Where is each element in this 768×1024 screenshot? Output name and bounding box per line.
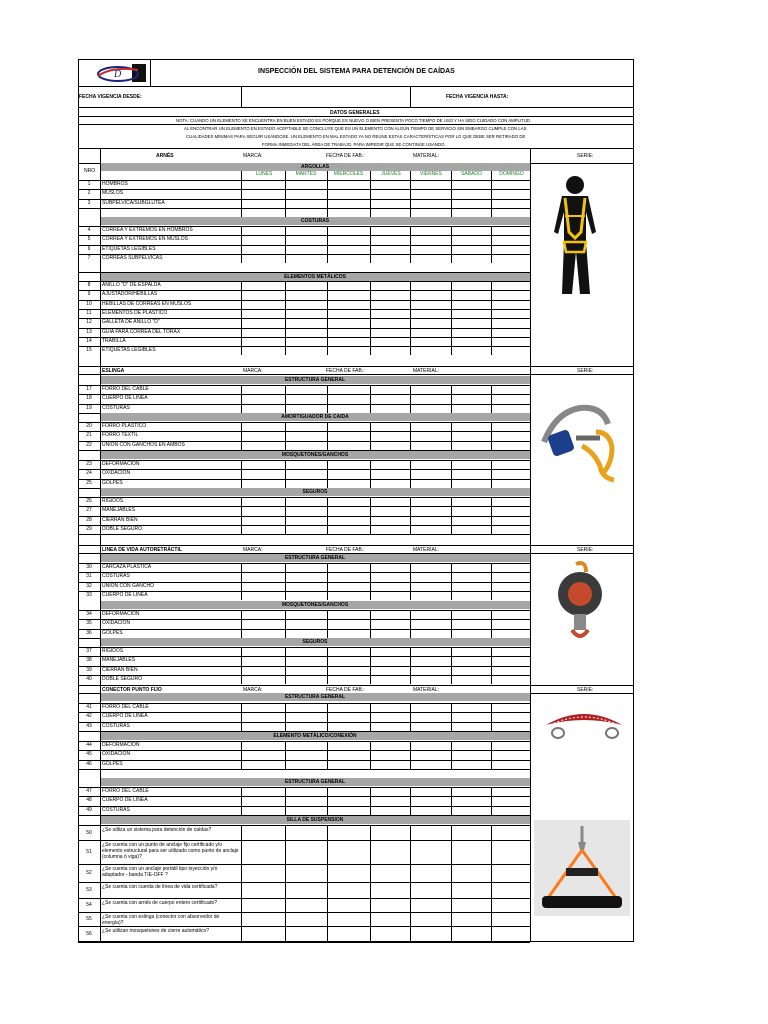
section-estructura-1: ESTRUCTURA GENERAL [100, 376, 530, 384]
conector-punto-fijo-fecha-label: FECHA DE FAB.: [326, 687, 365, 693]
item-label: GOLPES [102, 760, 123, 767]
item-label: GUIA PARA CORREA DEL TORAX [102, 328, 181, 335]
item-label: FORRO TEXTIL [102, 432, 139, 439]
conector-punto-fijo-marca-label: MARCA: [243, 687, 263, 693]
item-number: 7 [87, 254, 91, 261]
item-label: OXIDACIÓN [102, 620, 131, 627]
item-number: 21 [86, 432, 92, 439]
eslinga-serie-label: SERIE: [577, 368, 594, 374]
datos-generales-heading: DATOS GENERALES [330, 110, 380, 116]
item-number: 32 [86, 582, 92, 589]
vigencia-desde-label: FECHA VIGENCIA DESDE: [79, 94, 142, 100]
item-number: 40 [86, 675, 92, 682]
item-label: CIERRAN BIEN [102, 516, 138, 523]
item-label: CORREAS SUBPELVICAS [102, 254, 163, 261]
item-number: 27 [86, 507, 92, 514]
item-number: 5 [87, 236, 91, 243]
item-number: 6 [87, 245, 91, 252]
nota-line-2: AL ENCONTRAR UN ELEMENTO EN ESTADO ACEPTABLE SE CONCLUYE QUE ES UN ELEMENTO CON ALGÚN TIEMPO DE SERVICIO SIN EMBARGO CUMPLE CON LAS [184, 126, 527, 131]
section-costuras: COSTURAS [100, 217, 530, 225]
item-number: 29 [86, 525, 92, 532]
item-label: DEFORMACIÓN [102, 611, 140, 617]
item-number: 35 [86, 620, 92, 627]
item-label: CORREA Y EXTREMOS EN HOMBROS [102, 227, 193, 233]
section-amortiguador: AMORTIGUADOR DE CAIDA [100, 413, 530, 421]
item-number: 10 [86, 300, 92, 307]
item-number: 3 [87, 199, 91, 206]
item-label: CORREA Y EXTREMOS EN MUSLOS [102, 236, 188, 243]
section-seguros-1: SEGUROS [100, 488, 530, 496]
section-seguros-2: SEGUROS [100, 638, 530, 646]
arnes-label: ARNÉS [156, 153, 174, 159]
nota-line-4: FORMA INMEDIATA DEL ÁREA DE TRABAJO, PARA IMPEDIR QUE SE CONTINÚE USANDO. [262, 142, 446, 147]
day-header-0: LUNES [255, 171, 273, 177]
section-estructura-3: ESTRUCTURA GENERAL [100, 693, 530, 701]
day-header-1: MARTES [295, 171, 317, 177]
section-silla: SILLA DE SUSPENSION [100, 816, 530, 824]
item-number: 23 [86, 461, 92, 467]
conector-punto-fijo-label: CONECTOR PUNTO FIJO [102, 687, 162, 693]
item-label: CUERPO DE LINEA [102, 591, 148, 598]
arnes-marca-label: MARCA: [243, 153, 263, 159]
day-header-5: SABADO [461, 171, 482, 177]
anchor-strap-image [540, 703, 628, 747]
linea-vida-material-label: MATERIAL: [413, 547, 440, 553]
section-mosquetones-1: MOSQUETONES/GANCHOS [100, 451, 530, 459]
item-number: 37 [86, 648, 92, 654]
item-label: UNION CON GANCHOS EN AMBOS [102, 441, 185, 448]
linea-vida-serie-label: SERIE: [577, 547, 594, 553]
eslinga-fecha-label: FECHA DE FAB.: [326, 368, 365, 374]
svg-text:D: D [114, 69, 122, 80]
item-label: FORRO PLÁSTICO [102, 423, 147, 429]
item-number: 34 [86, 611, 92, 617]
question-text: ¿Se cuenta con un anclaje portátil tipo inyección y/o adaptador - banda TIE-OFF ? [102, 866, 218, 878]
item-number: 15 [86, 347, 92, 354]
item-number: 28 [86, 516, 92, 523]
conector-punto-fijo-material-label: MATERIAL: [413, 687, 440, 693]
item-number: 45 [86, 751, 92, 758]
item-label: DOBLE SEGURO [102, 675, 143, 682]
item-label: CIERRAN BIEN [102, 666, 138, 673]
item-label: AJUSTADOR/HEBILLAS [102, 291, 158, 298]
vigencia-hasta-label: FECHA VIGENCIA HASTA: [446, 94, 509, 100]
item-number: 8 [87, 282, 91, 288]
section-estructura-2: ESTRUCTURA GENERAL [100, 554, 530, 562]
question-number: 53 [86, 887, 92, 893]
item-number: 19 [86, 404, 92, 411]
linea-vida-fecha-label: FECHA DE FAB.: [326, 547, 365, 553]
question-number: 51 [86, 849, 92, 855]
item-number: 4 [87, 227, 91, 233]
arnes-fecha-label: FECHA DE FAB.: [326, 153, 365, 159]
item-label: TRABILLA [102, 337, 126, 344]
item-number: 25 [86, 479, 92, 486]
item-label: DEFORMACIÓN [102, 742, 140, 748]
conector-punto-fijo-serie-label: SERIE: [577, 687, 594, 693]
question-number: 52 [86, 870, 92, 876]
item-label: RIGIDOS [102, 498, 124, 504]
item-label: COSTURAS [102, 573, 130, 580]
item-number: 22 [86, 441, 92, 448]
item-number: 43 [86, 722, 92, 729]
item-number: 13 [86, 328, 92, 335]
question-number: 54 [86, 902, 92, 908]
item-label: ANILLO "D" DE ESPALDA [102, 282, 161, 288]
form-title: INSPECCIÓN DEL SISTEMA PARA DETENCIÓN DE CAÍDAS [258, 68, 455, 75]
item-label: GOLPES [102, 479, 123, 486]
item-label: COSTURAS [102, 404, 130, 411]
item-number: 1 [87, 181, 91, 187]
self-retracting-lifeline-image [546, 560, 616, 642]
company-logo [92, 62, 148, 84]
item-number: 38 [86, 657, 92, 664]
item-label: DEFORMACIÓN [102, 461, 140, 467]
item-number: 46 [86, 760, 92, 767]
item-label: ETIQUETAS LEGIBLES [102, 245, 156, 252]
item-number: 11 [86, 309, 92, 316]
lanyard-image [536, 402, 622, 486]
item-label: ELEMENTOS DE PLÁSTICO [102, 309, 168, 316]
question-number: 50 [86, 829, 92, 836]
item-number: 39 [86, 666, 92, 673]
item-number: 33 [86, 591, 92, 598]
question-number: 55 [86, 916, 92, 922]
item-number: 20 [86, 423, 92, 429]
item-number: 24 [86, 470, 92, 477]
item-label: SUBPELVICA/SUBGLUTEA [102, 199, 165, 206]
item-label: HEBILLAS DE CORREAS EN MUSLOS [102, 300, 192, 307]
item-number: 9 [87, 291, 91, 298]
item-label: CUERPO DE LINEA [102, 395, 148, 402]
question-text: ¿Se cuenta con un punto de anclaje fijo certificado y/o elemento estructural para ser utilizado como punto de anclaje (columna ó viga)? [102, 842, 239, 860]
suspension-seat-image [534, 820, 630, 916]
linea-vida-label: LINEA DE VIDA AUTORETRÁCTIL [102, 547, 182, 553]
item-number: 26 [86, 498, 92, 504]
section-metalico-conexion: ELEMENTO METÁLICO/CONEXIÓN [100, 732, 530, 740]
item-label: MANEJABLES [102, 507, 136, 514]
item-number: 14 [86, 337, 92, 344]
item-number: 31 [86, 573, 92, 580]
linea-vida-marca-label: MARCA: [243, 547, 263, 553]
item-label: GALLETA DE ANILLO "D" [102, 319, 160, 326]
nro-label: NRO [84, 168, 96, 174]
section-mosquetones-2: MOSQUETONES/GANCHOS [100, 601, 530, 609]
item-label: GOLPES [102, 629, 123, 636]
section-metalicos: ELEMENTOS METÁLICOS [100, 273, 530, 281]
item-label: MANEJABLES [102, 657, 136, 664]
day-header-4: VIERNES [420, 171, 442, 177]
item-label: FORRO DEL CABLE [102, 788, 149, 794]
eslinga-marca-label: MARCA: [243, 368, 263, 374]
section-argollas: ARGOLLAS [100, 163, 530, 171]
day-header-3: JUEVES [381, 171, 401, 177]
item-label: HOMBROS [102, 181, 128, 187]
item-number: 18 [86, 395, 92, 402]
question-text: ¿Se cuenta con cuerda de línea de vida certificada? [102, 884, 218, 890]
item-label: MUSLOS [102, 190, 124, 197]
item-number: 47 [86, 788, 92, 794]
nota-line-1: NOTA: CUANDO UN ELEMENTO SE ENCUENTRA EN BUEN ESTADO ES PORQUE ES NUEVO O BIEN PRESENTA POCO TIEMPO DE USO Y HA SIDO CUIDADO CON AMPLITUD [176, 118, 531, 123]
item-number: 30 [86, 564, 92, 570]
item-number: 48 [86, 797, 92, 804]
item-label: UNIÓN CON GANCHO [102, 582, 154, 589]
day-header-2: MIERCOLES [333, 171, 364, 177]
item-number: 42 [86, 713, 92, 720]
item-label: CUERPO DE LINEA [102, 797, 148, 804]
arnes-serie-label: SERIE: [577, 153, 594, 159]
item-number: 41 [86, 704, 92, 710]
question-text: ¿Se cuenta con arnés de cuerpo entero certificado? [102, 900, 218, 906]
question-text: ¿Se cuenta con eslinga (conector con absorvedor de energía)? [102, 914, 220, 926]
eslinga-material-label: MATERIAL: [413, 368, 440, 374]
item-number: 12 [86, 319, 92, 326]
day-header-6: DOMINGO [499, 171, 524, 177]
eslinga-label: ESLINGA [102, 368, 125, 374]
question-text: ¿Se utiliza un sistema para detención de caídas? [102, 827, 212, 833]
item-number: 44 [86, 742, 92, 748]
item-label: RIGIDOS [102, 648, 124, 654]
nota-line-3: CUALIDADES MÍNIMAS PARA SEGUIR USÁNDOSE. UN ELEMENTO EN MAL ESTADO YA NO REÚNE ESTAS CARACTERÍSTICAS POR LO QUE DEBE SER RETIRADO DE [186, 134, 526, 139]
item-number: 17 [86, 386, 92, 392]
question-text: ¿Se utilizan mosquetones de cierre automático? [102, 928, 210, 934]
item-label: DOBLE SEGURO [102, 525, 143, 532]
item-number: 2 [87, 190, 91, 197]
item-label: CUERPO DE LINEA [102, 713, 148, 720]
harness-figure-image [540, 172, 610, 296]
item-label: CARCAZA PLASTICA [102, 564, 152, 570]
item-label: ETIQUETAS LEGIBLES [102, 347, 156, 354]
arnes-material-label: MATERIAL: [413, 153, 440, 159]
item-label: COSTURAS [102, 722, 130, 729]
item-number: 49 [86, 806, 92, 813]
item-label: OXIDACIÓN [102, 751, 131, 758]
item-label: FORRO DEL CABLE [102, 704, 149, 710]
item-label: COSTURAS [102, 806, 130, 813]
item-label: FORRO DEL CABLE [102, 386, 149, 392]
item-label: OXIDACIÓN [102, 470, 131, 477]
section-estructura-4: ESTRUCTURA GENERAL [100, 778, 530, 786]
question-number: 56 [86, 931, 92, 937]
item-number: 36 [86, 629, 92, 636]
